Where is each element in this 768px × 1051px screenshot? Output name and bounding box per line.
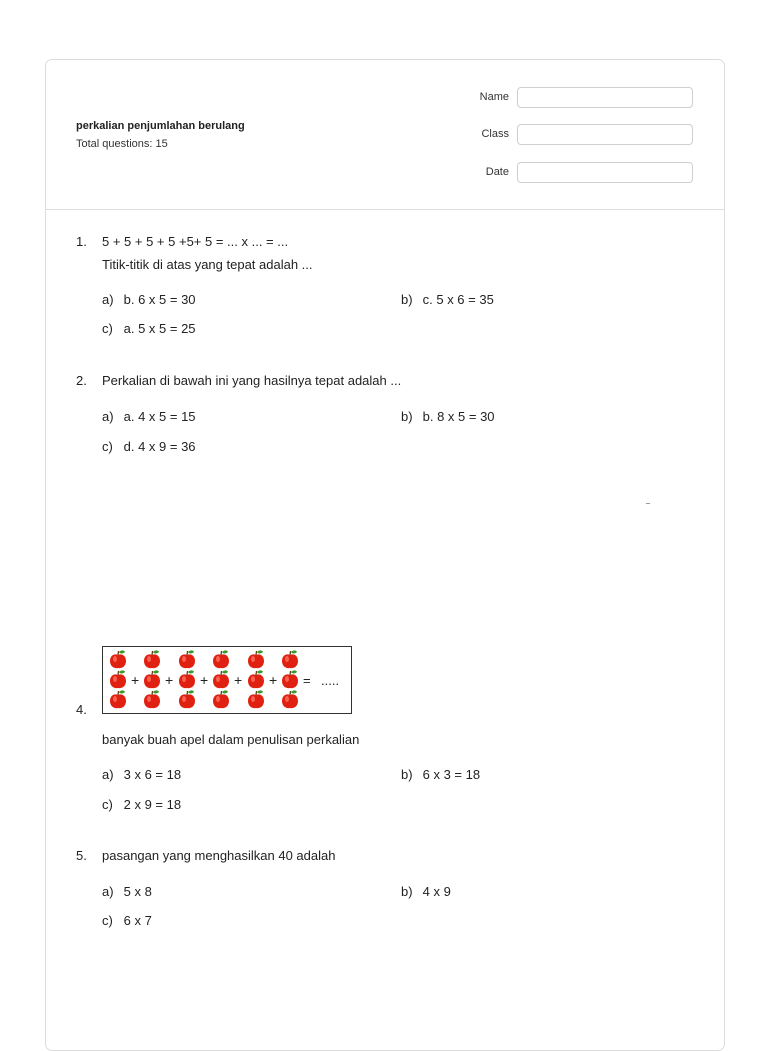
date-label: Date xyxy=(485,166,509,178)
name-field[interactable] xyxy=(517,87,693,108)
apple-icon xyxy=(144,690,160,708)
question-text: Titik-titik di atas yang tepat adalah ... xyxy=(102,257,313,272)
question-text: pasangan yang menghasilkan 40 adalah xyxy=(102,848,336,863)
option-a[interactable] xyxy=(102,767,181,782)
apple-icon xyxy=(282,690,298,708)
option-label: a) xyxy=(102,292,114,307)
equals-sign: = xyxy=(303,673,311,688)
class-field[interactable] xyxy=(517,124,693,145)
option-text: b. 8 x 5 = 30 xyxy=(422,409,495,424)
plus-sign: + xyxy=(234,672,243,688)
plus-sign: + xyxy=(200,672,209,688)
option-b[interactable] xyxy=(401,409,495,424)
apple-icon xyxy=(144,670,160,688)
option-text: c. 5 x 6 = 35 xyxy=(422,292,494,307)
option-b[interactable] xyxy=(401,292,494,307)
option-text: b. 6 x 5 = 30 xyxy=(123,292,196,307)
total-questions: Total questions: 15 xyxy=(76,138,168,150)
apple-icon xyxy=(213,650,229,668)
apple-icon xyxy=(282,650,298,668)
option-c[interactable] xyxy=(102,797,181,812)
option-label: b) xyxy=(401,292,413,307)
option-c[interactable] xyxy=(102,913,152,928)
option-a[interactable] xyxy=(102,884,152,899)
worksheet-header xyxy=(46,60,724,210)
apple-icon xyxy=(179,670,195,688)
apple-icon xyxy=(179,690,195,708)
plus-sign: + xyxy=(269,672,278,688)
option-label: a) xyxy=(102,884,114,899)
question-number: 1. xyxy=(76,234,87,249)
apple-grid xyxy=(103,647,351,713)
apple-icon xyxy=(213,670,229,688)
option-a[interactable] xyxy=(102,409,196,424)
option-text: 4 x 9 xyxy=(422,884,451,899)
option-text: d. 4 x 9 = 36 xyxy=(123,439,196,454)
option-text: a. 4 x 5 = 15 xyxy=(123,409,196,424)
question-number: 2. xyxy=(76,373,87,388)
worksheet-title: perkalian penjumlahan berulang xyxy=(76,120,245,132)
apple-icon xyxy=(110,670,126,688)
option-a[interactable] xyxy=(102,292,196,307)
apple-icon xyxy=(213,690,229,708)
apple-icon xyxy=(248,670,264,688)
name-label: Name xyxy=(479,91,509,103)
apple-icon xyxy=(179,650,195,668)
option-b[interactable] xyxy=(401,884,451,899)
option-text: a. 5 x 5 = 25 xyxy=(123,321,196,336)
result-dots: ..... xyxy=(321,673,340,688)
option-c[interactable] xyxy=(102,439,196,454)
option-label: b) xyxy=(401,767,413,782)
option-text: 6 x 7 xyxy=(123,913,152,928)
option-label: a) xyxy=(102,767,114,782)
apple-icon xyxy=(248,690,264,708)
plus-sign: + xyxy=(131,672,140,688)
apple-icon xyxy=(110,690,126,708)
option-label: c) xyxy=(102,797,113,812)
plus-sign: + xyxy=(165,672,174,688)
option-label: b) xyxy=(401,409,413,424)
option-c[interactable] xyxy=(102,321,196,336)
apple-image xyxy=(102,646,352,714)
apple-icon xyxy=(110,650,126,668)
option-b[interactable] xyxy=(401,767,480,782)
option-text: 3 x 6 = 18 xyxy=(123,767,182,782)
question-number: 5. xyxy=(76,848,87,863)
question-text: 5 + 5 + 5 + 5 +5+ 5 = ... x ... = ... xyxy=(102,234,289,249)
option-label: a) xyxy=(102,409,114,424)
class-label: Class xyxy=(481,128,509,140)
option-label: b) xyxy=(401,884,413,899)
apple-icon xyxy=(282,670,298,688)
question-number: 4. xyxy=(76,702,87,717)
worksheet xyxy=(45,59,725,1051)
date-field[interactable] xyxy=(517,162,693,183)
option-text: 2 x 9 = 18 xyxy=(123,797,182,812)
option-label: c) xyxy=(102,913,113,928)
option-text: 6 x 3 = 18 xyxy=(422,767,481,782)
question-text: Perkalian di bawah ini yang hasilnya tepat adalah ... xyxy=(102,373,402,388)
stray-mark xyxy=(646,503,650,504)
question-text: banyak buah apel dalam penulisan perkalian xyxy=(102,732,360,747)
option-label: c) xyxy=(102,439,113,454)
option-text: 5 x 8 xyxy=(123,884,152,899)
apple-icon xyxy=(144,650,160,668)
apple-icon xyxy=(248,650,264,668)
option-label: c) xyxy=(102,321,113,336)
